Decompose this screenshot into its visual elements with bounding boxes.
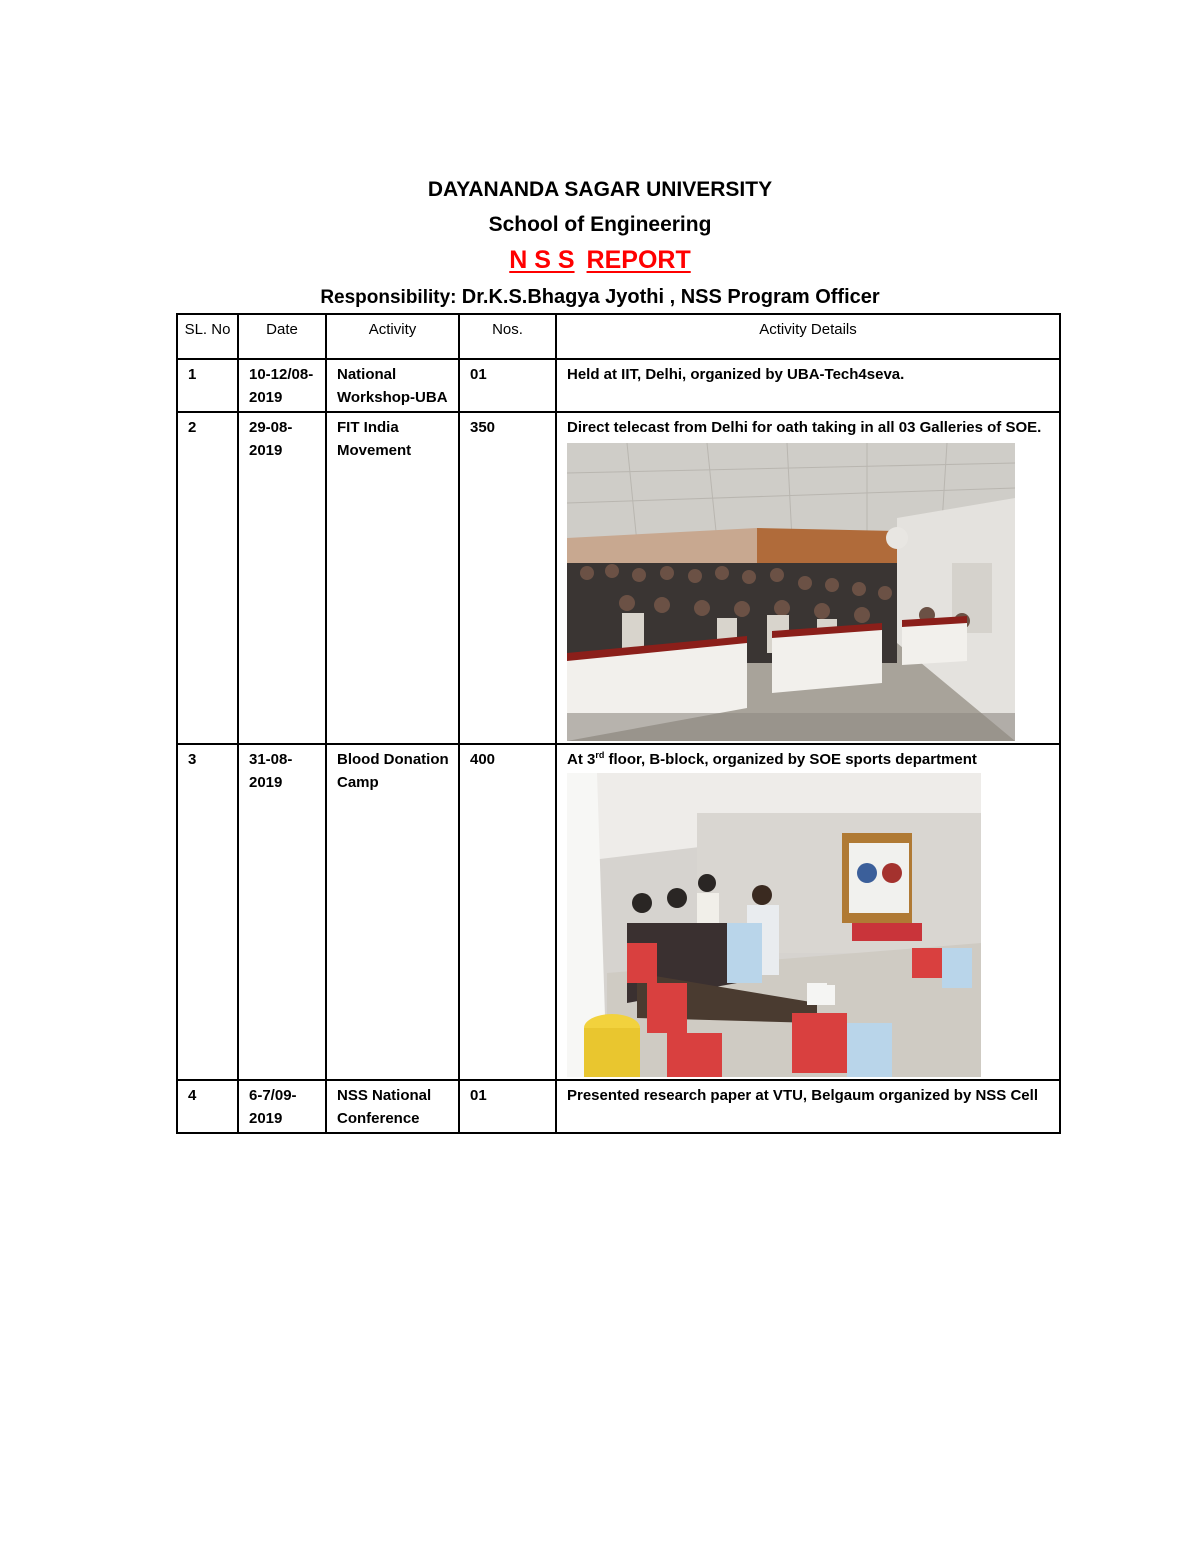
header-date: Date (238, 314, 326, 359)
details-text: Direct telecast from Delhi for oath taking in all 03 Galleries of SOE. (567, 419, 1042, 436)
details-text-sup: rd (595, 750, 605, 760)
cell-activity: NSS National Conference (326, 1080, 459, 1133)
responsibility-value: Dr.K.S.Bhagya Jyothi , NSS Program Officer (461, 286, 880, 308)
details-text-post: floor, B-block, organized by SOE sports department (604, 751, 977, 768)
cell-nos: 350 (459, 412, 556, 744)
cell-activity: Blood Donation Camp (326, 744, 459, 1080)
details-text (567, 748, 1051, 771)
table-row (177, 359, 1060, 412)
report-title-nss: N S S (509, 246, 575, 274)
report-title-report: REPORT (586, 246, 691, 274)
cell-sl: 4 (177, 1080, 238, 1133)
cell-date: 10-12/08-2019 (238, 359, 326, 412)
cell-nos: 01 (459, 1080, 556, 1133)
cell-sl: 2 (177, 412, 238, 744)
header-details: Activity Details (556, 314, 1060, 359)
cell-nos: 01 (459, 359, 556, 412)
cell-details (556, 412, 1060, 744)
cell-details (556, 744, 1060, 1080)
university-title: DAYANANDA SAGAR UNIVERSITY (427, 178, 773, 201)
header-nos: Nos. (459, 314, 556, 359)
table-row (177, 744, 1060, 1080)
responsibility-label: Responsibility: (320, 287, 457, 308)
auditorium-photo (567, 443, 1015, 741)
responsibility-line (0, 286, 1200, 309)
blood-donation-photo (567, 773, 981, 1077)
cell-date: 29-08-2019 (238, 412, 326, 744)
header-sl: SL. No (177, 314, 238, 359)
cell-activity: National Workshop-UBA (326, 359, 459, 412)
cell-date: 31-08-2019 (238, 744, 326, 1080)
cell-details: Presented research paper at VTU, Belgaum organized by NSS Cell (556, 1080, 1060, 1133)
cell-sl: 3 (177, 744, 238, 1080)
report-title (0, 246, 1200, 275)
header-activity: Activity (326, 314, 459, 359)
cell-details: Held at IIT, Delhi, organized by UBA-Tech4seva. (556, 359, 1060, 412)
cell-nos: 400 (459, 744, 556, 1080)
details-text-pre: At 3 (567, 751, 596, 768)
table-row (177, 1080, 1060, 1133)
cell-sl: 1 (177, 359, 238, 412)
activity-table (176, 313, 1061, 1134)
table-row (177, 412, 1060, 744)
cell-date: 6-7/09-2019 (238, 1080, 326, 1133)
school-title: School of Engineering (488, 213, 712, 236)
table-header-row (177, 314, 1060, 359)
cell-activity: FIT India Movement (326, 412, 459, 744)
